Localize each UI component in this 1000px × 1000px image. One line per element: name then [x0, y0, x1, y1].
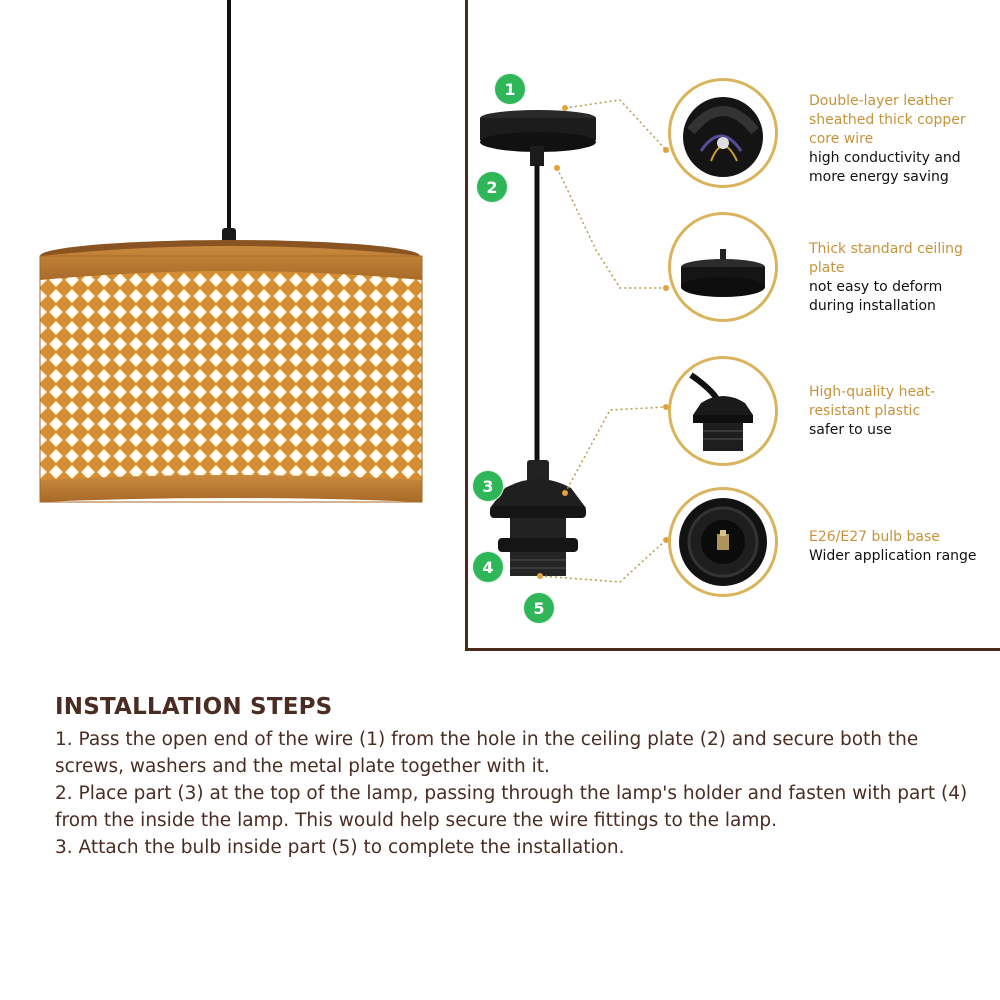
ceiling-plate-closeup-icon: [668, 212, 778, 322]
feature-ceiling-plate-title: Thick standard ceiling plate: [809, 241, 963, 276]
callout-5-badge: 5: [524, 593, 554, 623]
bulb-base-closeup-icon: [668, 487, 778, 597]
installation-steps: [55, 694, 975, 861]
feature-heat-resistant-desc: safer to use: [809, 422, 892, 438]
callout-3-badge: 3: [473, 471, 503, 501]
installation-heading: INSTALLATION STEPS: [55, 694, 333, 720]
feature-wire-title: Double-layer leather sheathed thick copper core wire: [809, 93, 966, 147]
socket-closeup-icon: [668, 356, 778, 466]
callout-4-badge: 4: [473, 552, 503, 582]
installation-step-2: 2. Place part (3) at the top of the lamp, passing through the lamp's holder and fasten with part (4) from the inside the lamp. This would help secure the wire fittings to the lamp.: [55, 783, 968, 831]
feature-bulb-base-title: E26/E27 bulb base: [809, 529, 940, 545]
callout-1-badge: 1: [495, 74, 525, 104]
wire-closeup-icon: [668, 78, 778, 188]
installation-step-3: 3. Attach the bulb inside part (5) to complete the installation.: [55, 837, 625, 858]
feature-heat-resistant-title: High-quality heat-resistant plastic: [809, 384, 936, 419]
feature-ceiling-plate: [809, 240, 989, 316]
feature-wire: [809, 92, 994, 187]
feature-bulb-base-desc: Wider application range: [809, 548, 977, 564]
feature-heat-resistant: [809, 383, 994, 440]
feature-wire-desc: high conductivity and more energy saving: [809, 150, 961, 185]
installation-step-1: 1. Pass the open end of the wire (1) from the hole in the ceiling plate (2) and secure both the screws, washers and the metal plate together with it.: [55, 729, 919, 777]
feature-bulb-base: [809, 528, 994, 566]
callout-2-badge: 2: [477, 172, 507, 202]
feature-ceiling-plate-desc: not easy to deform during installation: [809, 279, 943, 314]
